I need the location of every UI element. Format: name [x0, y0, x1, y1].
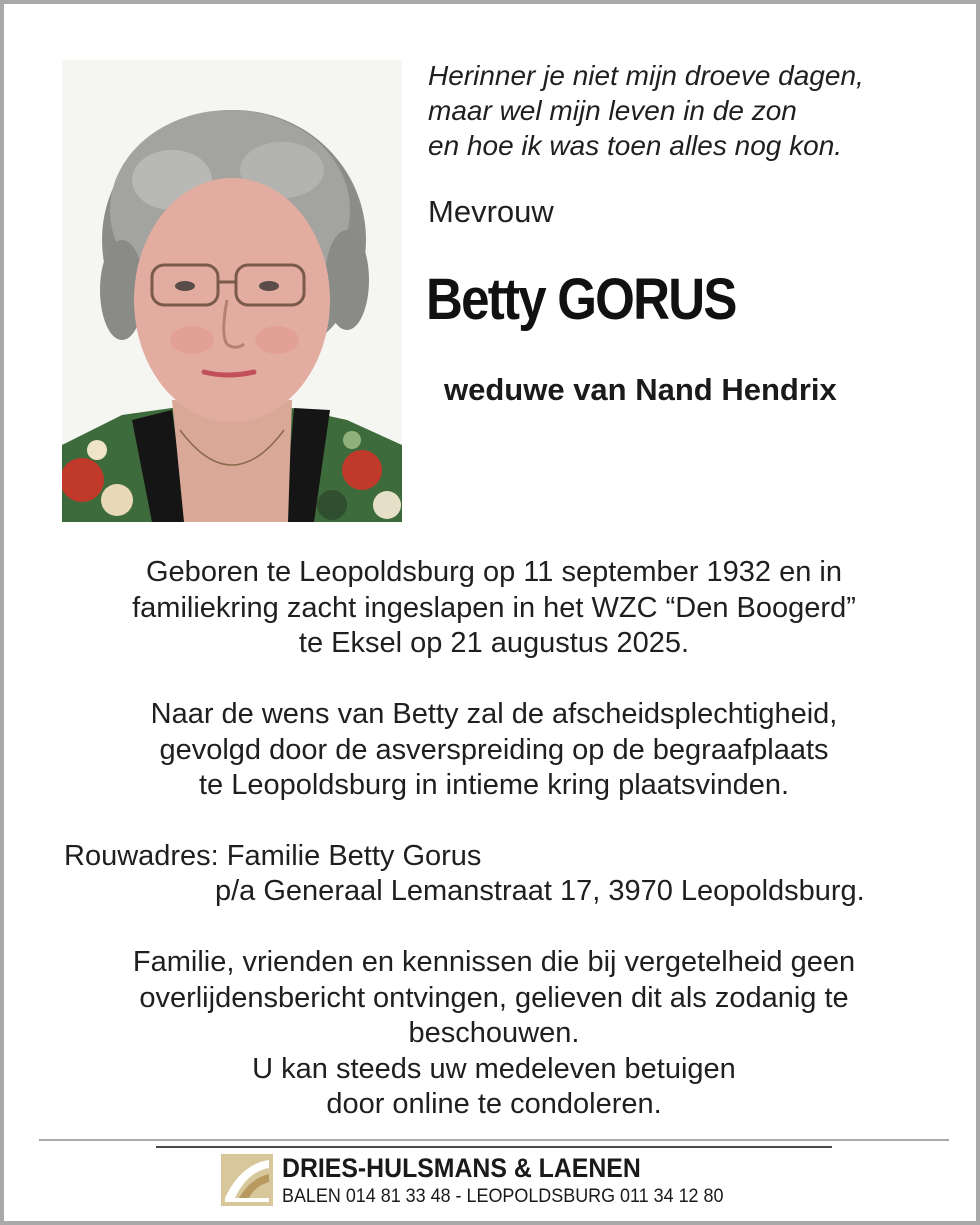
- paragraph-line: door online te condoleren.: [326, 1088, 662, 1120]
- deceased-name: Betty GORUS: [426, 267, 736, 332]
- verse-line: en hoe ik was toen alles nog kon.: [428, 130, 843, 161]
- paragraph-line: overlijdensbericht ontvingen, gelieven dit als zodanig te: [139, 981, 849, 1014]
- portrait-photo: [62, 60, 402, 522]
- verse-line: Herinner je niet mijn droeve dagen,: [428, 60, 864, 91]
- mourning-address-line1: Rouwadres: Familie Betty Gorus: [64, 840, 482, 872]
- paragraph-line: Familie, vrienden en kennissen die bij vergetelheid geen: [132, 946, 856, 978]
- memorial-verse: [428, 58, 968, 163]
- verse-line: maar wel mijn leven in de zon: [428, 95, 797, 126]
- paragraph-line: beschouwen.: [408, 1017, 580, 1049]
- paragraph-line: te Eksel op 21 augustus 2025.: [298, 627, 690, 659]
- divider: [156, 1146, 832, 1148]
- paragraph-line: Geboren te Leopoldsburg op 11 september 1932 en in: [146, 556, 842, 588]
- paragraph-line: U kan steeds uw medeleven betuigen: [252, 1052, 736, 1085]
- funeral-home-name: DRIES-HULSMANS & LAENEN: [282, 1153, 641, 1183]
- honorific: Mevrouw: [428, 194, 554, 229]
- closing-paragraph: [44, 945, 944, 1123]
- ceremony-paragraph: [44, 697, 944, 804]
- mourning-address-line2: p/a Generaal Lemanstraat 17, 3970 Leopoldsburg.: [215, 875, 865, 907]
- birth-paragraph: [44, 555, 944, 662]
- divider: [39, 1139, 949, 1141]
- spouse-line: weduwe van Nand Hendrix: [444, 372, 837, 407]
- funeral-home-logo-icon: [221, 1154, 273, 1206]
- paragraph-line: te Leopoldsburg in intieme kring plaatsvinden.: [198, 769, 790, 801]
- paragraph-line: gevolgd door de asverspreiding op de begraafplaats: [159, 733, 829, 766]
- paragraph-line: familiekring zacht ingeslapen in het WZC “Den Boogerd”: [132, 591, 856, 624]
- paragraph-line: Naar de wens van Betty zal de afscheidsplechtigheid,: [150, 698, 838, 730]
- funeral-home-contact: BALEN 014 81 33 48 - LEOPOLDSBURG 011 34 12 80: [282, 1185, 724, 1207]
